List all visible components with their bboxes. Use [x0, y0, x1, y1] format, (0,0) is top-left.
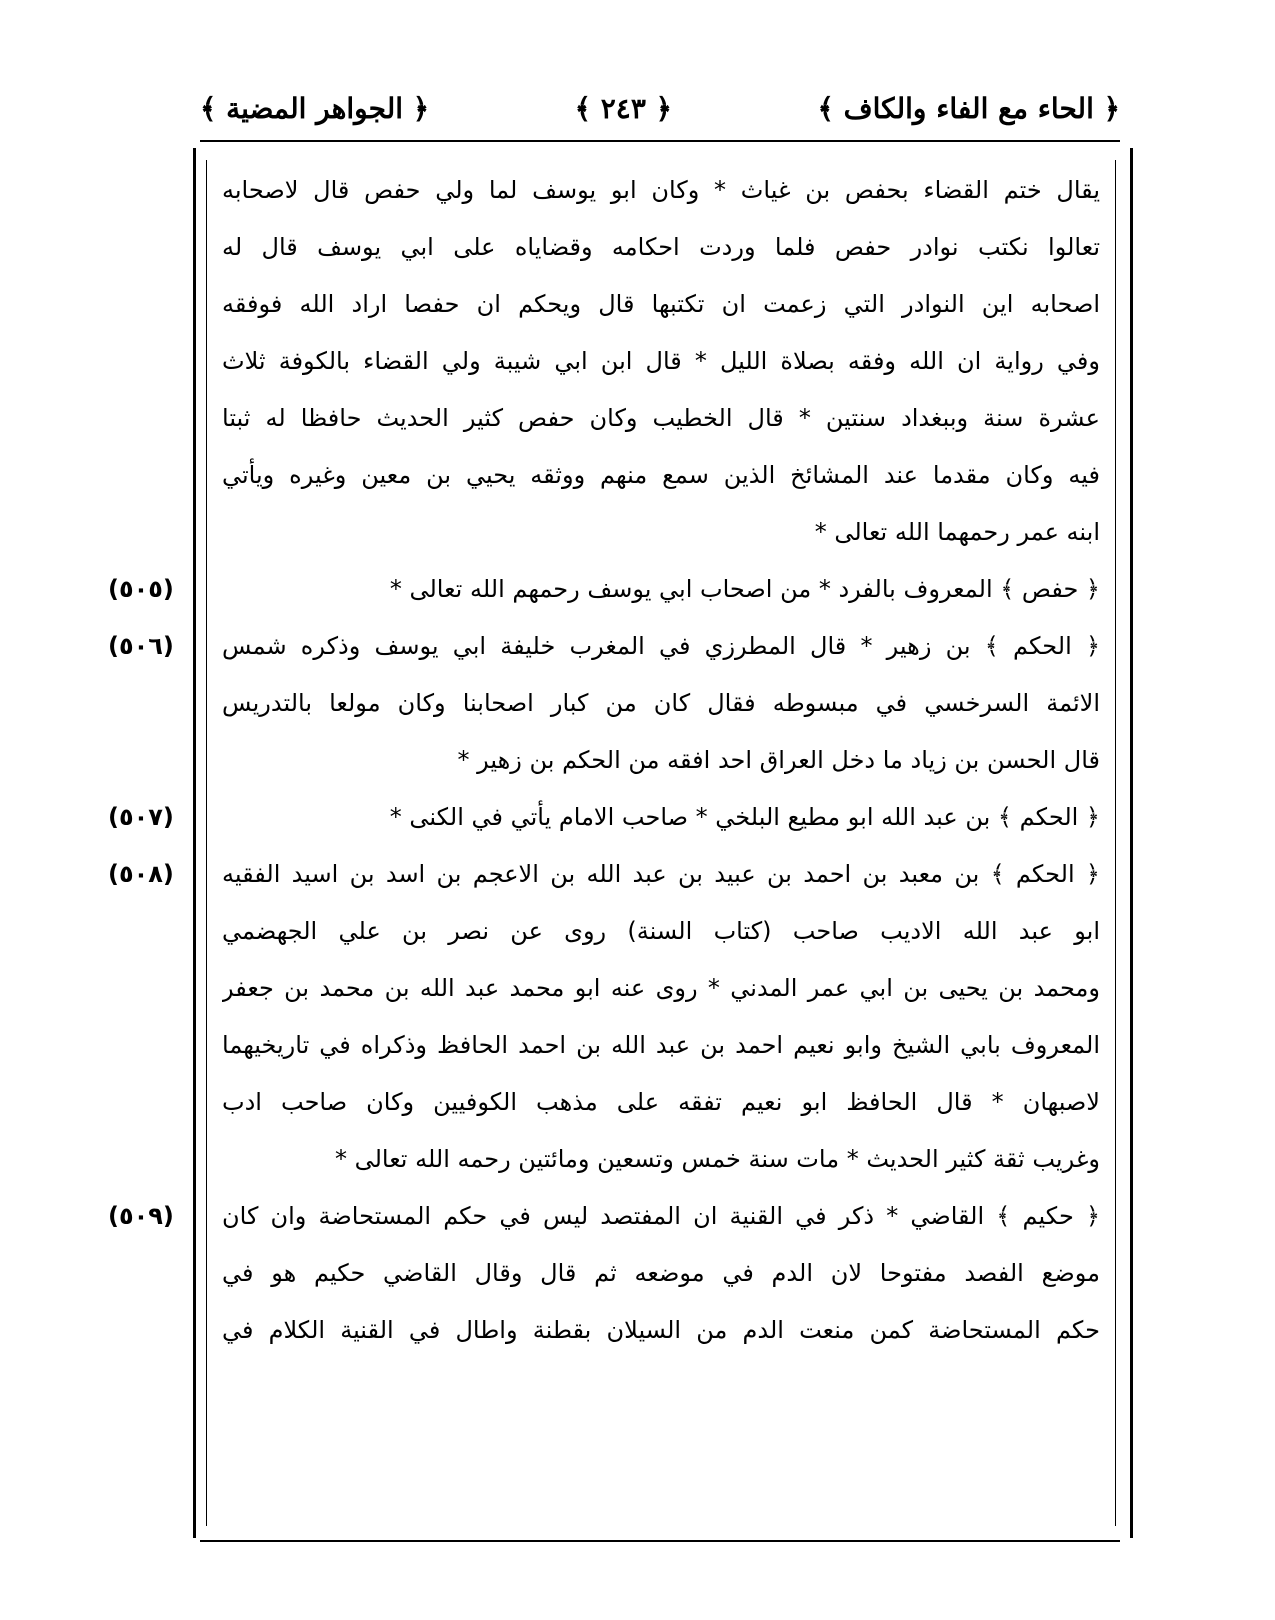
entry-number: (٥٠٥)	[108, 575, 174, 603]
entry-heading-hafs: ﴿ حفص ﴾ المعروف بالفرد * من اصحاب ابي يوسف رحمهم الله تعالى *	[389, 575, 1100, 603]
page-header	[200, 78, 1120, 138]
footer-rule	[200, 1540, 1120, 1542]
entry-number: (٥٠٨)	[108, 860, 174, 888]
text-line: الائمة السرخسي في مبسوطه فقال كان من كبار اصحابنا وكان مولعا بالتدريس	[222, 689, 1100, 717]
text-line: تعالوا نكتب نوادر حفص فلما وردت احكامه وقضاياه على ابي يوسف قال له	[222, 233, 1100, 261]
text-line: عشرة سنة وببغداد سنتين * قال الخطيب وكان حفص كثير الحديث حافظا له ثبتا	[222, 404, 1100, 432]
text-line: يقال ختم القضاء بحفص بن غياث * وكان ابو يوسف لما ولي حفص قال لاصحابه	[222, 176, 1100, 204]
text-line: اصحابه اين النوادر التي زعمت ان تكتبها قال ويحكم ان حفصا اراد الله فوفقه	[222, 290, 1100, 318]
text-line: فيه وكان مقدما عند المشائخ الذين سمع منهم ووثقه يحيي بن معين وغيره ويأتي	[222, 461, 1100, 489]
entry-heading-hakam-mabad: ﴿ الحكم ﴾ بن معبد بن احمد بن عبيد بن عبد الله بن الاعجم بن اسد بن اسيد الفقيه	[222, 860, 1100, 888]
text-line: وفي رواية ان الله وفقه بصلاة الليل * قال ابن ابي شيبة ولي القضاء بالكوفة ثلاث	[222, 347, 1100, 375]
entry-number: (٥٠٩)	[108, 1202, 174, 1230]
entry-heading-hakam-abdullah: ﴿ الحكم ﴾ بن عبد الله ابو مطيع البلخي * صاحب الامام يأتي في الكنى *	[389, 803, 1100, 831]
text-line: ابو عبد الله الاديب صاحب (كتاب السنة) روى عن نصر بن علي الجهضمي	[222, 917, 1100, 945]
header-rule	[200, 140, 1120, 142]
main-text	[222, 162, 1100, 1359]
chapter-title: ﴿ الحاء مع الفاء والكاف ﴾	[817, 91, 1120, 125]
text-line: قال الحسن بن زياد ما دخل العراق احد افقه من الحكم بن زهير *	[457, 746, 1100, 774]
entry-heading-hakim: ﴿ حكيم ﴾ القاضي * ذكر في القنية ان المفتصد ليس في حكم المستحاضة وان كان	[222, 1202, 1100, 1230]
text-line: حكم المستحاضة كمن منعت الدم من السيلان بقطنة واطال في القنية الكلام في	[222, 1316, 1100, 1344]
text-line: ابنه عمر رحمهما الله تعالى *	[814, 518, 1100, 546]
text-line: وغريب ثقة كثير الحديث * مات سنة خمس وتسعين ومائتين رحمه الله تعالى *	[334, 1145, 1100, 1173]
entry-number: (٥٠٦)	[108, 632, 174, 660]
text-line: لاصبهان * قال الحافظ ابو نعيم تفقه على مذهب الكوفيين وكان صاحب ادب	[222, 1088, 1100, 1116]
text-line: موضع الفصد مفتوحا لان الدم في موضعه ثم قال وقال القاضي حكيم هو في	[222, 1259, 1100, 1287]
book-title: ﴿ الجواهر المضية ﴾	[200, 91, 430, 125]
entry-heading-hakam-zuhair: ﴿ الحكم ﴾ بن زهير * قال المطرزي في المغرب خليفة ابي يوسف وذكره شمس	[222, 632, 1100, 660]
page-number: ﴿ ٢٤٣ ﴾	[574, 91, 673, 125]
text-line: المعروف بابي الشيخ وابو نعيم احمد بن عبد الله بن احمد الحافظ وذكراه في تاريخيهما	[222, 1031, 1100, 1059]
entry-number: (٥٠٧)	[108, 803, 174, 831]
text-line: ومحمد بن يحيى بن ابي عمر المدني * روى عنه ابو محمد عبد الله بن محمد بن جعفر	[222, 974, 1100, 1002]
